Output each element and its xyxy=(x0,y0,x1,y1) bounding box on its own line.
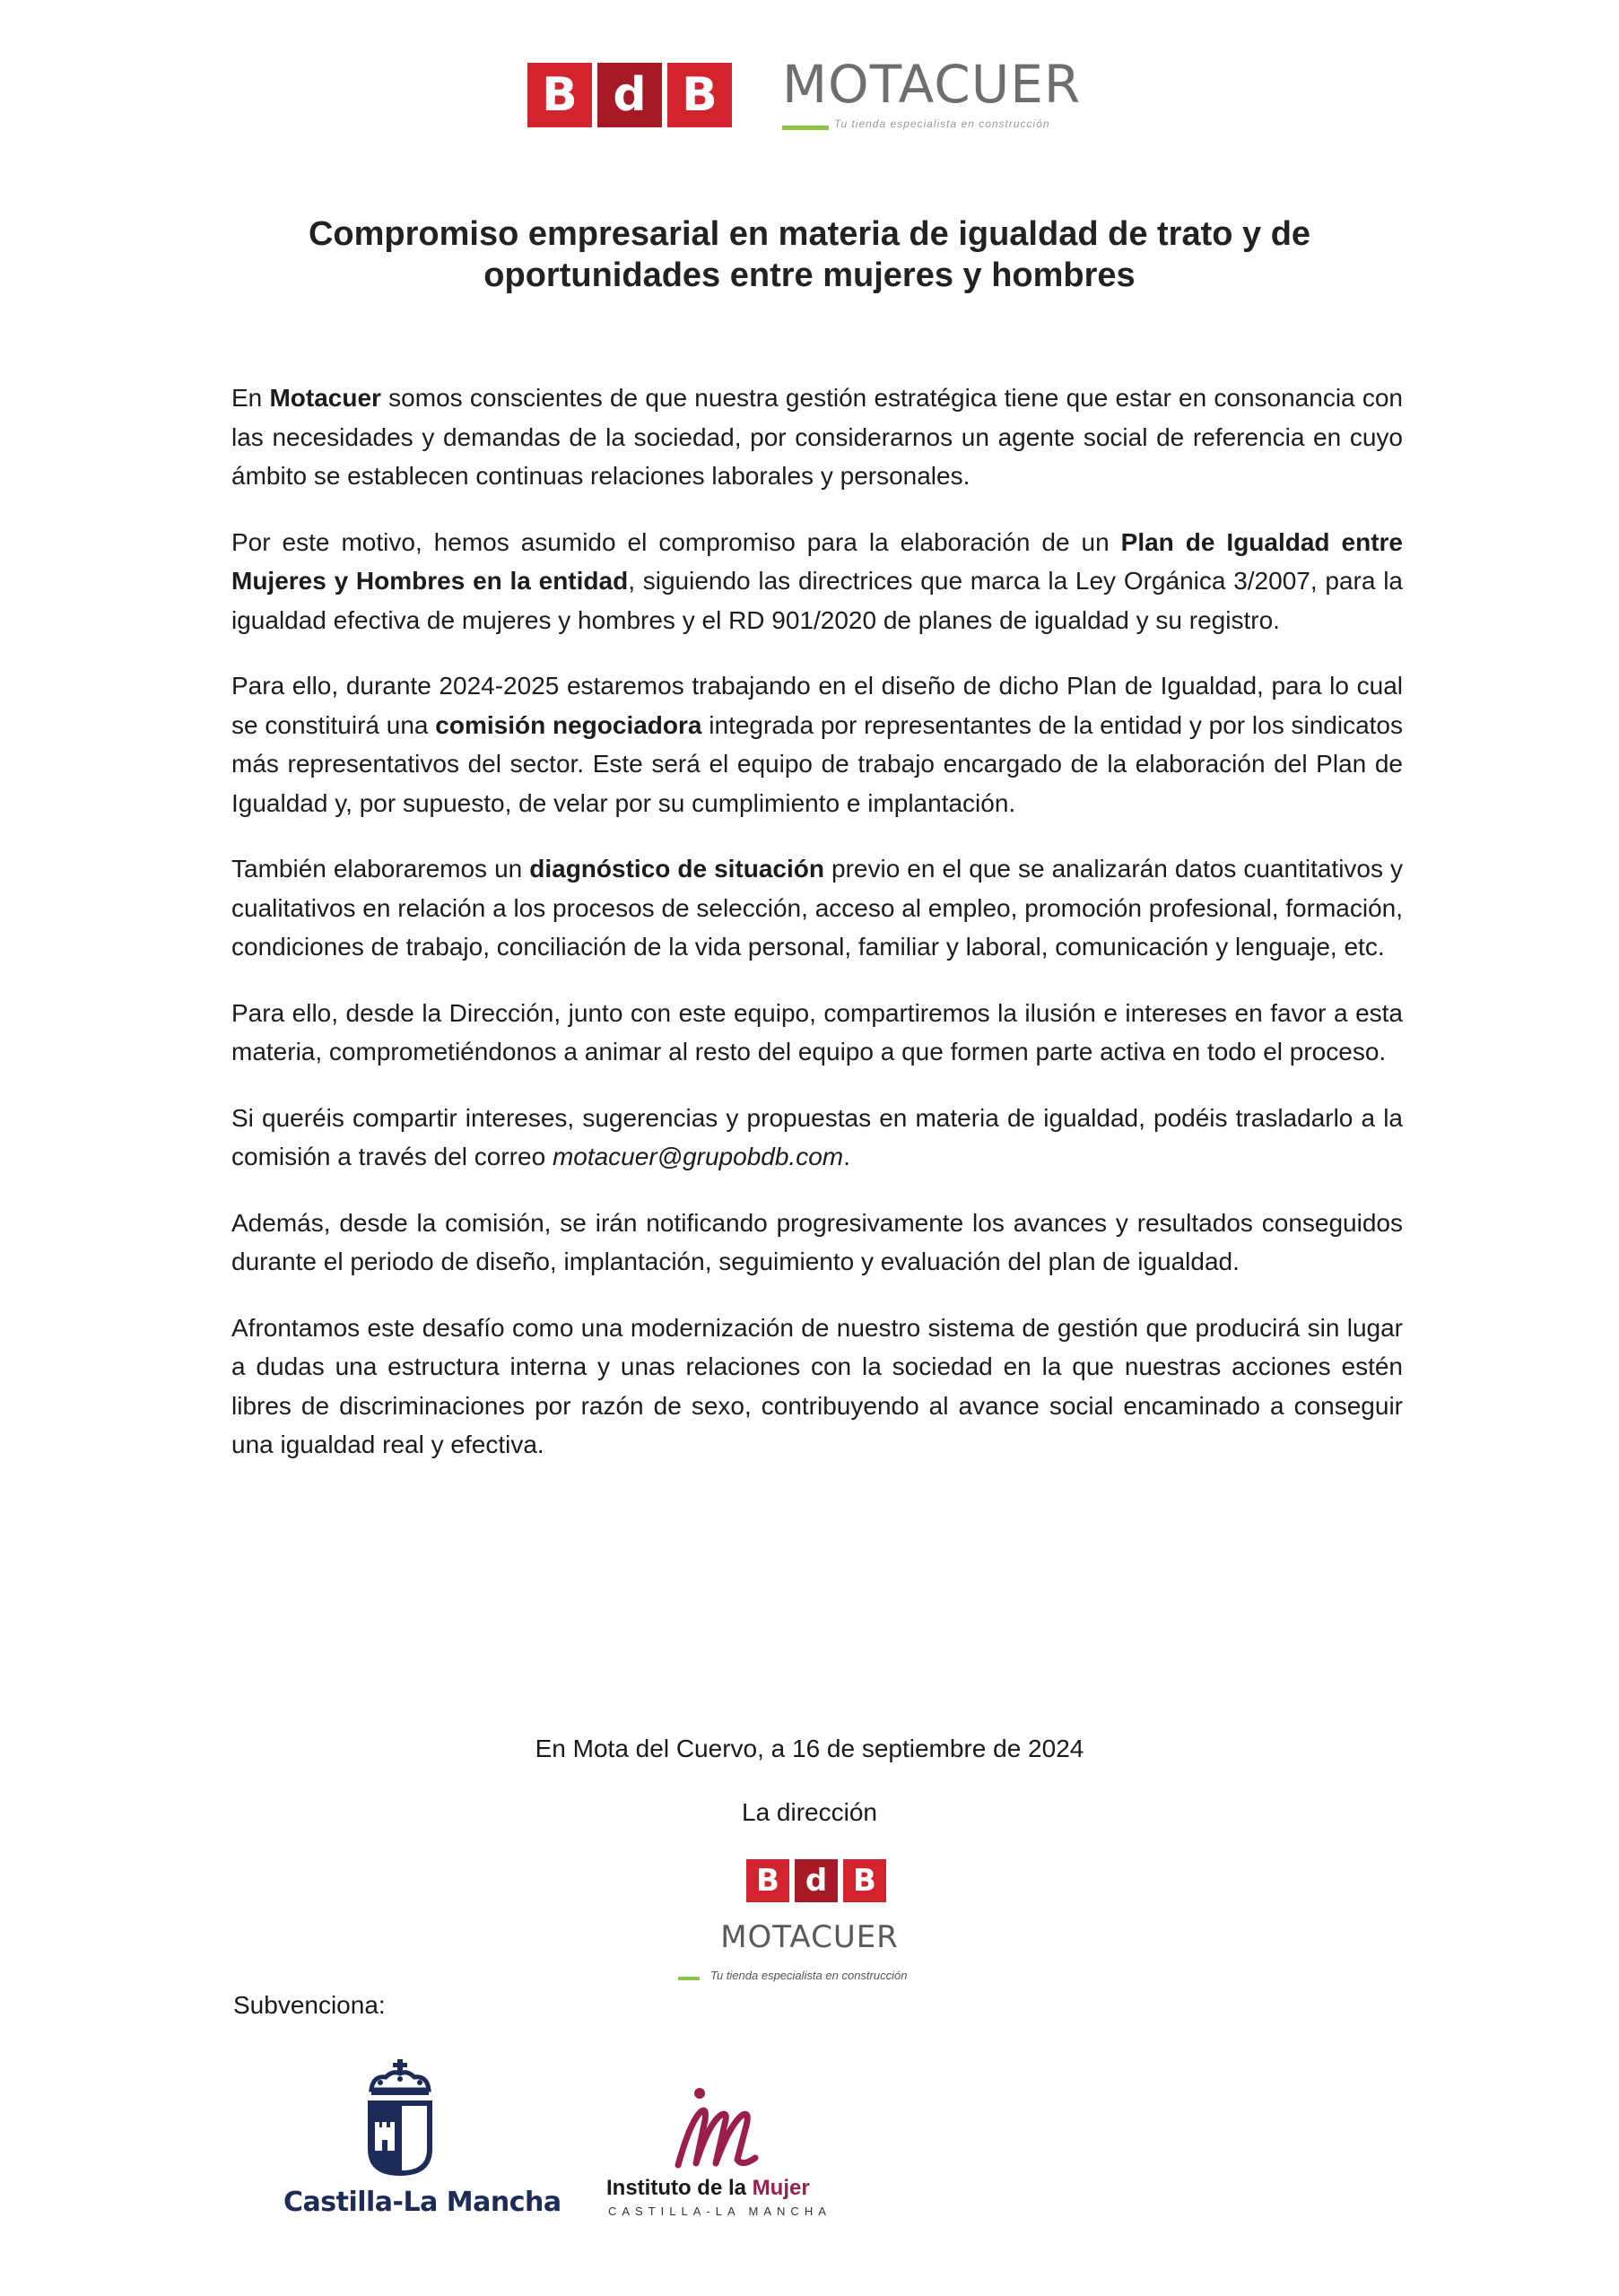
signature-brand-name: MOTACUER xyxy=(720,1919,899,1955)
logo-letter: B xyxy=(843,1859,886,1902)
sponsor-label: Subvenciona: xyxy=(233,1991,386,2019)
title-line-1: Compromiso empresarial en materia de igualdad de trato y de xyxy=(308,215,1311,253)
paragraph-7: Además, desde la comisión, se irán notificando progresivamente los avances y resultados conseguidos durante el periodo de diseño, implantación, seguimiento y evaluación del plan de igualdad. xyxy=(231,1208,1403,1275)
logo-letter: d xyxy=(597,63,662,127)
castilla-la-mancha-name: Castilla-La Mancha xyxy=(283,2187,561,2218)
logo-letter: B xyxy=(527,63,592,127)
instituto-mujer-m-icon xyxy=(666,2084,791,2179)
paragraph-6: Si queréis compartir intereses, sugerencias y propuestas en materia de igualdad, podéis trasladarlo a la comisión a través del correo motacuer@grupobdb.com. xyxy=(231,1103,1403,1170)
paragraph-5: Para ello, desde la Dirección, junto con este equipo, compartiremos la ilusión e intereses en favor a esta materia, comprometiéndonos a animar al resto del equipo a que formen parte activa en todo el proceso. xyxy=(231,998,1403,1065)
signature-tagline-accent-line xyxy=(678,1977,700,1980)
signature-bdb-logo xyxy=(746,1859,886,1902)
paragraph-2: Por este motivo, hemos asumido el compromiso para la elaboración de un Plan de Igualdad entre Mujeres y Hombres en la entidad, siguiendo las directrices que marca la Ley Orgánica 3/2007, para la igualdad efectiva de mujeres y hombres y el RD 901/2020 de planes de igualdad y su registro. xyxy=(231,527,1403,634)
place-date: En Mota del Cuervo, a 16 de septiembre de 2024 xyxy=(535,1735,1084,1762)
signatory-role: La dirección xyxy=(742,1798,877,1826)
logo-letter: B xyxy=(667,63,732,127)
castilla-la-mancha-emblem-icon xyxy=(364,2059,436,2182)
logo-letter: B xyxy=(746,1859,789,1902)
logo-letter: d xyxy=(795,1859,838,1902)
paragraph-4: También elaboraremos un diagnóstico de situación previo en el que se analizarán datos cuantitativos y cualitativos en relación a los procesos de selección, acceso al empleo, promoción profesional, formación, condiciones de trabajo, conciliación de la vida personal, familiar y laboral, comunicación y lenguaje, etc. xyxy=(231,855,1404,961)
brand-name: MOTACUER xyxy=(782,54,1082,115)
paragraph-1: En Motacuer somos conscientes de que nuestra gestión estratégica tiene que estar en consonancia con las necesidades y demandas de la sociedad, por considerarnos un agente social de referencia en cuyo ámbito se establecen continuas relaciones laborales y personales. xyxy=(231,384,1403,490)
instituto-mujer-name: Instituto de la Mujer xyxy=(606,2176,810,2200)
signature-tagline: Tu tienda especialista en construcción xyxy=(710,1969,908,1982)
paragraph-3: Para ello, durante 2024-2025 estaremos trabajando en el diseño de dicho Plan de Igualdad, para lo cual se constituirá una comisión negociadora integrada por representantes de la entidad y por los sindicatos más representativos del sector. Este será el equipo de trabajo encargado de la elaboración del Plan de Igualdad y, por supuesto, de velar por su cumplimiento e implantación. xyxy=(231,672,1404,817)
brand-tagline: Tu tienda especialista en construcción xyxy=(834,117,1050,130)
contact-email: motacuer@grupobdb.com xyxy=(552,1143,844,1170)
instituto-mujer-region: CASTILLA-LA MANCHA xyxy=(608,2205,831,2218)
document-body xyxy=(231,378,1403,1492)
paragraph-8: Afrontamos este desafío como una modernización de nuestro sistema de gestión que producirá sin lugar a dudas una estructura interna y unas relaciones con la sociedad en la que nuestras acciones estén libres de discriminaciones por razón de sexo, contribuyendo al avance social encaminado a conseguir una igualdad real y efectiva. xyxy=(231,1313,1403,1458)
document-title xyxy=(179,213,1440,296)
title-line-2: oportunidades entre mujeres y hombres xyxy=(483,257,1136,294)
bdb-logo xyxy=(527,63,732,127)
tagline-accent-line xyxy=(782,126,829,130)
